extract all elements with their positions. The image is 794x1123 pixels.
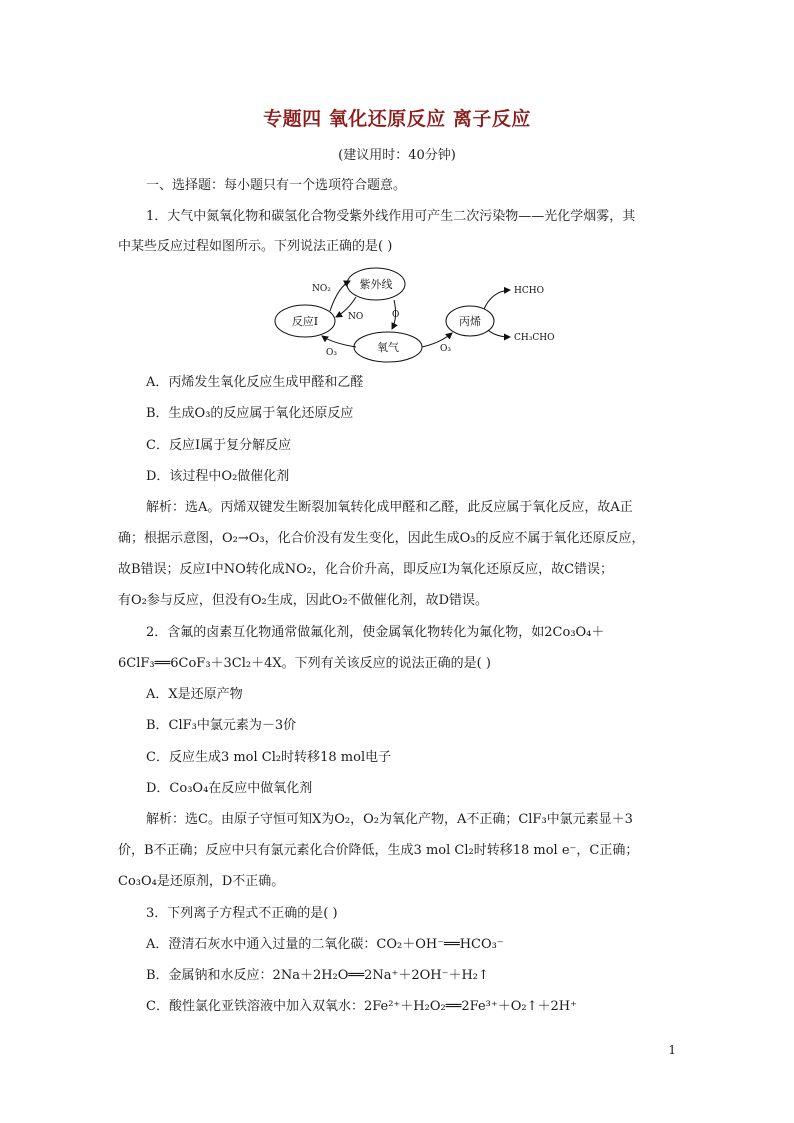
product-ch3cho: CH₃CHO (514, 333, 555, 343)
node-propene-label: 丙烯 (459, 315, 481, 328)
q1-analysis-line1: 解析：选A。丙烯双键发生断裂加氧转化成甲醛和乙醛，此反应属于氧化反应，故A正 (146, 500, 633, 515)
q2-stem-line1: 2．含氟的卤素互化物通常做氟化剂，使金属氧化物转化为氟化物，如2Co₃O₄＋ (146, 625, 605, 640)
label-no: NO (348, 312, 364, 322)
q1-option-a: A．丙烯发生氧化反应生成甲醛和乙醛 (146, 375, 364, 390)
q3-option-c: C．酸性氯化亚铁溶液中加入双氧水：2Fe²⁺＋H₂O₂══2Fe³⁺＋O₂↑＋2H⁺ (146, 999, 577, 1014)
q3-option-a: A．澄清石灰水中通入过量的二氧化碳：CO₂＋OH⁻══HCO₃⁻ (146, 937, 504, 952)
q1-stem-line1: 1．大气中氮氧化物和碳氢化合物受紫外线作用可产生二次污染物——光化学烟雾，其 (146, 209, 636, 224)
node-uv-label: 紫外线 (359, 278, 393, 291)
q2-option-a: A．X是还原产物 (146, 687, 243, 702)
q2-option-b: B．ClF₃中氯元素为－3价 (146, 718, 297, 733)
q1-stem-line2: 中某些反应过程如图所示。下列说法正确的是( ) (118, 239, 393, 254)
q1-analysis-line3: 故B错误；反应Ⅰ中NO转化成NO₂，化合价升高，即反应Ⅰ为氧化还原反应，故C错误； (118, 562, 614, 577)
q2-analysis-line2: 价，B不正确；反应中只有氯元素化合价降低，生成3 mol Cl₂时转移18 mol e⁻，C正确； (118, 843, 639, 858)
q3-option-b: B．金属钠和水反应：2Na＋2H₂O══2Na⁺＋2OH⁻＋H₂↑ (146, 968, 489, 983)
q1-analysis-line4: 有O₂参与反应，但没有O₂生成，因此O₂不做催化剂，故D错误。 (118, 593, 489, 608)
arrow-oxygen-to-reaction1 (322, 336, 356, 347)
q2-option-d: D．Co₃O₄在反应中做氧化剂 (146, 781, 313, 796)
q1-option-b: B．生成O₃的反应属于氧化还原反应 (146, 406, 354, 421)
suggested-time: (建议用时：40分钟) (338, 148, 456, 163)
q2-stem-line2: 6ClF₃══6CoF₃＋3Cl₂＋4X。下列有关该反应的说法正确的是( ) (118, 656, 491, 671)
arrow-propene-to-hcho (484, 290, 510, 309)
q1-analysis-line2: 确；根据示意图，O₂→O₃，化合价没有发生变化，因此生成O₃的反应不属于氧化还原反应， (118, 531, 645, 546)
label-no2: NO₂ (312, 284, 331, 294)
label-o: O (392, 310, 400, 320)
product-hcho: HCHO (514, 286, 544, 296)
section-heading: 一、选择题：每小题只有一个选项符合题意。 (146, 178, 407, 193)
reaction-process-diagram (270, 265, 560, 365)
q3-stem: 3．下列离子方程式不正确的是( ) (146, 906, 338, 921)
q2-analysis-line1: 解析：选C。由原子守恒可知X为O₂，O₂为氧化产物，A不正确；ClF₃中氯元素显＋3 (146, 812, 633, 827)
label-o3-left: O₃ (326, 348, 337, 358)
q1-option-c: C．反应Ⅰ属于复分解反应 (146, 438, 292, 453)
q2-option-c: C．反应生成3 mol Cl₂时转移18 mol电子 (146, 750, 392, 765)
page-title: 专题四 氧化还原反应 离子反应 (263, 108, 531, 130)
node-oxygen-label: 氧气 (377, 341, 399, 354)
q1-option-d: D．该过程中O₂做催化剂 (146, 469, 290, 484)
page-number: 1 (668, 1043, 676, 1057)
arrow-propene-to-ch3cho (488, 330, 510, 337)
label-o3-right: O₃ (440, 344, 451, 354)
node-reaction1-label: 反应Ⅰ (291, 315, 319, 328)
q2-analysis-line3: Co₃O₄是还原剂，D不正确。 (118, 874, 285, 889)
